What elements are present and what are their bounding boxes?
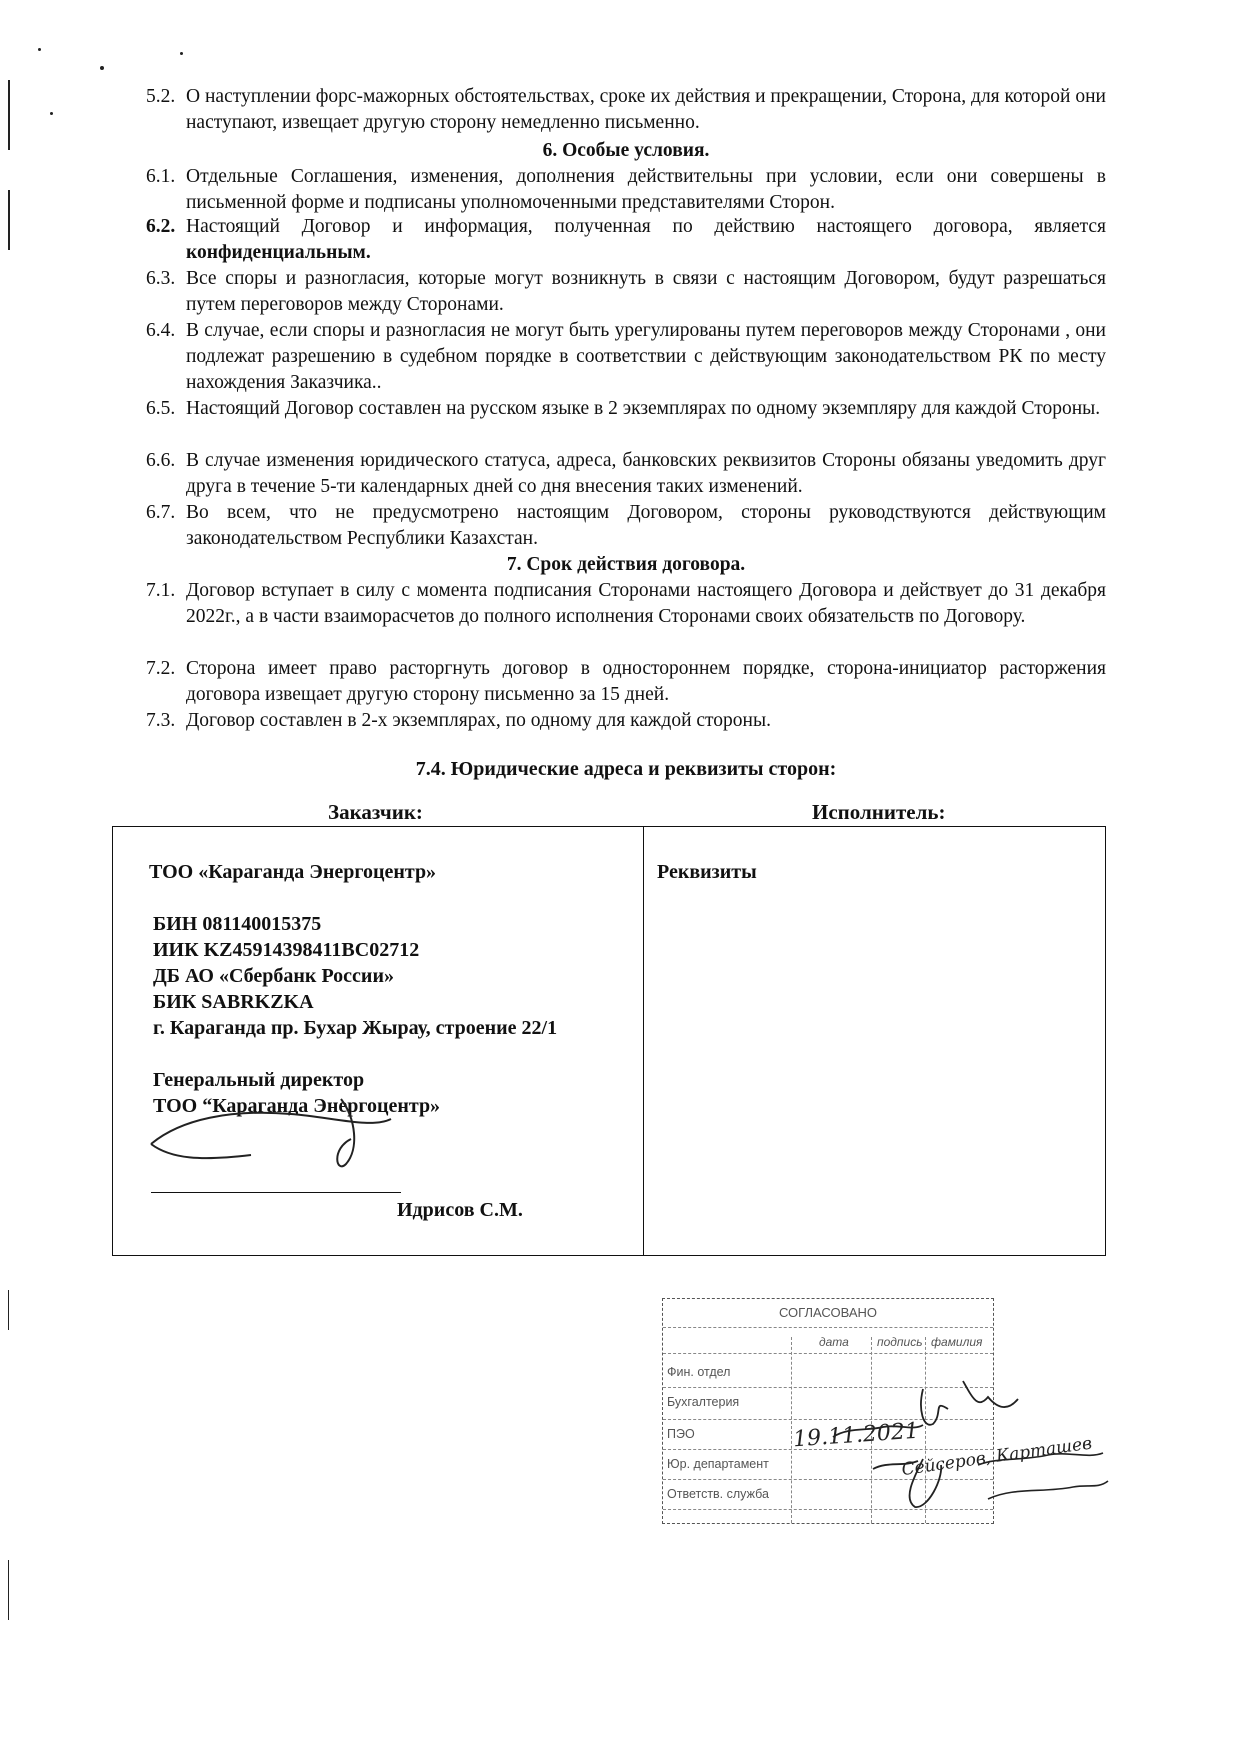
clause-text: Отдельные Соглашения, изменения, дополнения действительны при условии, если они совершены в письменной форме и подписаны уполномоченными представителями Сторон.: [186, 166, 1106, 213]
table-divider: [643, 827, 644, 1255]
clause-6-6: [146, 448, 1106, 500]
clause-text: В случае изменения юридического статуса, адреса, банковских реквизитов Стороны обязаны уведомить друг друга в течение 5-ти календарных дней со дня внесения таких изменений.: [186, 450, 1106, 497]
customer-bik: БИК SABRKZKA: [153, 991, 314, 1013]
scan-speck: [180, 52, 183, 55]
clause-6-2: [146, 214, 1106, 266]
stamp-handwritten-names: Сейсеров, Карташев: [900, 1433, 1094, 1481]
scan-margin-mark: [8, 1290, 9, 1330]
clause-number: 6.6.: [146, 450, 176, 471]
clause-number: 7.1.: [146, 580, 176, 601]
customer-iik: ИИК KZ45914398411BC02712: [153, 939, 420, 961]
clause-text: [186, 214, 1106, 266]
customer-company-sign: ТОО “Караганда Энергоцентр»: [153, 1095, 441, 1117]
clause-number: 6.5.: [146, 398, 176, 419]
clause-text: Сторона имеет право расторгнуть договор в одностороннем порядке, сторона-инициатор расторжения договора извещает другую сторону письменно за 15 дней.: [186, 658, 1106, 705]
customer-label: Заказчик:: [328, 800, 423, 824]
stamp-row-responsible: Ответств. служба: [667, 1487, 769, 1501]
customer-bank: ДБ АО «Сбербанк России»: [153, 965, 394, 987]
stamp-handwritten-date: 19.11.2021: [792, 1418, 920, 1453]
scan-margin-mark: [8, 190, 10, 250]
customer-signature: [141, 1089, 401, 1179]
stamp-handwritten-signatures: [773, 1369, 1113, 1519]
clause-6-4: [146, 318, 1106, 396]
signature-line: [151, 1192, 401, 1193]
clause-text: Договор вступает в силу с момента подписания Сторонами настоящего Договора и действует до 31 декабря 2022г., а в части взаиморасчетов до полного исполнения Сторонами своих обязательств по Договору.: [186, 580, 1106, 627]
clause-text: Договор составлен в 2-х экземплярах, по одному для каждой стороны.: [186, 710, 771, 731]
clause-6-5: [146, 396, 1106, 422]
approval-stamp-title: СОГЛАСОВАНО: [778, 1305, 878, 1320]
scan-speck: [50, 112, 53, 115]
stamp-col-signature: подпись: [877, 1335, 923, 1349]
clause-text: Во всем, что не предусмотрено настоящим Договором, стороны руководствуются действующим законодательством Республики Казахстан.: [186, 502, 1106, 549]
approval-stamp: [662, 1298, 1094, 1524]
clause-7-1: [146, 578, 1106, 630]
stamp-col-date: дата: [819, 1335, 849, 1349]
clause-text-plain: Настоящий Договор и информация, полученная по действию настоящего договора, является: [186, 216, 1106, 237]
clause-5-2: [146, 84, 1106, 136]
section-7-heading: 7. Срок действия договора.: [506, 554, 746, 575]
contractor-requisites-label: Реквизиты: [657, 861, 757, 883]
stamp-row-fin: Фин. отдел: [667, 1365, 731, 1379]
clause-6-3: [146, 266, 1106, 318]
requisites-table: [112, 826, 1106, 1256]
scan-margin-mark: [8, 80, 10, 150]
scan-speck: [38, 48, 41, 51]
clause-number: 6.7.: [146, 502, 176, 523]
clause-number: 6.4.: [146, 320, 176, 341]
clause-number: 5.2.: [146, 86, 176, 107]
clause-text-bold: конфиденциальным.: [186, 242, 371, 263]
customer-signatory: Идрисов С.М.: [397, 1199, 523, 1221]
clause-6-1: [146, 164, 1106, 216]
clause-7-2: [146, 656, 1106, 708]
requisites-heading: 7.4. Юридические адреса и реквизиты сторон:: [415, 758, 837, 780]
section-6-heading: 6. Особые условия.: [542, 140, 710, 161]
clause-text: Все споры и разногласия, которые могут возникнуть в связи с настоящим Договором, будут разрешаться путем переговоров между Сторонами.: [186, 268, 1106, 315]
clause-7-3: [146, 708, 1106, 734]
clause-text: О наступлении форс-мажорных обстоятельствах, сроке их действия и прекращении, Сторона, для которой они наступают, извещает другую сторону немедленно письменно.: [186, 86, 1106, 133]
contractor-label: Исполнитель:: [812, 800, 946, 824]
clause-number: 7.2.: [146, 658, 176, 679]
clause-number: 6.1.: [146, 166, 176, 187]
stamp-row-accounting: Бухгалтерия: [667, 1395, 740, 1409]
clause-text: В случае, если споры и разногласия не могут быть урегулированы путем переговоров между Сторонами , они подлежат разрешению в судебном порядке в соответствии с действующим законодательством РК по месту нахождения Заказчика..: [186, 320, 1106, 393]
stamp-row-peo: ПЭО: [667, 1427, 695, 1441]
stamp-line: [663, 1327, 993, 1328]
scan-speck: [100, 66, 104, 70]
clause-text: Настоящий Договор составлен на русском языке в 2 экземплярах по одному экземпляру для каждой Стороны.: [186, 398, 1101, 419]
clause-number: 7.3.: [146, 710, 176, 731]
stamp-line: [663, 1353, 993, 1354]
stamp-col-surname: фамилия: [931, 1335, 983, 1349]
customer-bin: БИН 081140015375: [153, 913, 322, 935]
customer-position: Генеральный директор: [153, 1069, 365, 1091]
scan-margin-mark: [8, 1560, 9, 1620]
customer-address: г. Караганда пр. Бухар Жырау, строение 22/1: [153, 1017, 558, 1039]
stamp-row-legal: Юр. департамент: [667, 1457, 769, 1471]
clause-number: 6.3.: [146, 268, 176, 289]
clause-6-7: [146, 500, 1106, 552]
customer-company: ТОО «Караганда Энергоцентр»: [149, 861, 437, 883]
clause-number: 6.2.: [146, 216, 176, 237]
